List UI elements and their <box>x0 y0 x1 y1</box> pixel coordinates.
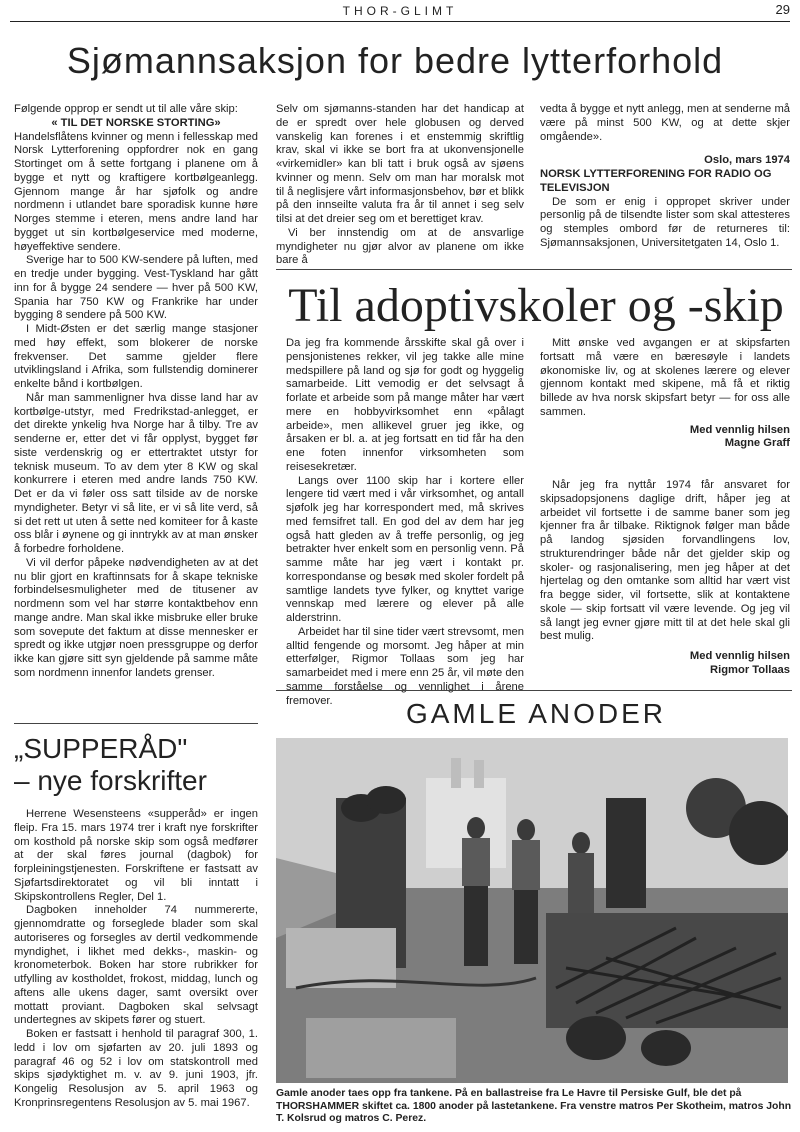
article1-paragraph: vedta å bygge et nytt anlegg, men at senderne må være på minst 500 KW, og at dette skjer omgående». <box>540 103 790 143</box>
article1-paragraph: I Midt-Østen er det særlig mange stasjoner med høy effekt, som blokerer de norske frekvenser. Det samme gjelder flere utviklingsland i Afrika, som fullstendig dominerer enkelte bånd i kortbølgen. <box>14 323 258 390</box>
article1-addressee: « TIL DET NORSKE STORTING» <box>51 116 221 129</box>
article2-paragraph: Mitt ønske ved avgangen er at skipsfarten fortsatt må være en bæresøyle i landets økonomiske liv, og at skolenes lærere og elever gjennom kontakt med skipene, må få et riktig billede av hva norsk skipsfart betyr — for oss alle sammen. <box>540 337 790 418</box>
article2-headline: Til adoptivskoler og -skip <box>288 279 784 332</box>
article2-column-1 <box>286 337 524 708</box>
deck-photo <box>276 738 788 1083</box>
page-header <box>0 0 800 24</box>
magazine-title: THOR-GLIMT <box>342 4 458 18</box>
article3-headline <box>14 733 207 797</box>
article2-signer: Rigmor Tollaas <box>710 663 790 676</box>
article2-greeting: Med vennlig hilsen <box>689 423 790 436</box>
article2-signer: Magne Graff <box>724 437 790 450</box>
article1-column-1 <box>14 103 258 681</box>
article1-paragraph: Sverige har to 500 KW-sendere på luften, med en tredje under bygging. Vest-Tyskland har gått inn for å bygge 24 sendere — hver på 500 KW, Spania har 750 KW og Frankrike har under bygging 8 sendere på 500 KW. <box>14 254 258 322</box>
article3-headline-line2: – nye forskrifter <box>14 765 207 796</box>
article1-paragraph: Handelsflåtens kvinner og menn i fellesskap med Norsk Lytterforening oppfordrer nok en gang Stortinget om å sette fortgang i planene om å bygge et nytt og kraftigere kortbølgeanlegg. Gjennom mange år har sjøfolk og andre nordmenn i utlandet bare sporadisk kunne høre Norges stemme i eteren, mens andre land har bygget ut sin kortbølgeservice med moderne, høyeffektive sendere. <box>14 130 258 253</box>
article2-paragraph: Langs over 1100 skip har i kortere eller lengere tid vært med i vår virksomhet, og antall sjøfolk jeg har korrespondert med, må skrives med femsifret tall. En god del av dem har jeg også hatt gleden av å treffe personlig, og jeg betrakter hver enkelt som en personlig venn. På samme måte har jeg vært i kontakt pr. korrespondanse og besøk med skoler fordelt på samtlige landets tyve fylker, og knyttet varige vennskap med lærere og elever på alle alderstrinn. <box>286 474 524 624</box>
article1-paragraph: Når man sammenligner hva disse land har av kortbølge-utstyr, med Fredrikstad-anlegget, er det direkte ynkelig hva Norge har å tilby. Tre av senderne er, etter det vi får opplyst, bygget før siste verdenskrig og er ettertraktet utstyr for teknisk museum. To av dem yter 8 KW og skal konkurrere i eteren med andre lands 750 KW. Det er da vi føler oss satt tilside av de norske myndigheter. Betyr vi så lite, er vi så lite verd, så si det rett ut uten å sette ned komiteer for å kaste oss blår i øynene og gi inntrykk av at man ønsker å forbedre forholdene. <box>14 391 258 555</box>
article3-paragraph: Boken er fastsatt i henhold til paragraf 300, 1. ledd i lov om sjøfarten av 20. juli 1893 og paragraf 46 og 52 i lov om statskontroll med skips sjødyktighet m. v. av 9. juni 1903, jfr. Kongelig Resolusjon av 5. april 1963 og Kronprinsregentens Resolusjon av 5. mai 1967. <box>14 1028 258 1109</box>
article1-column-3 <box>540 103 790 251</box>
article3-headline-line1: „SUPPERÅD" <box>14 733 188 764</box>
article1-note: De som er enig i oppropet skriver under personlig på de tilsendte lister som skal attesteres og stemples ombord før de returneres til: Sjømannsaksjonen, Universitetgaten 14, Oslo 1. <box>540 195 790 249</box>
article2-paragraph: Da jeg fra kommende årsskifte skal gå over i pensjonistenes rekker, vil jeg takke alle mine medspillere på land og sjø for godt og hyggelig samarbeide. Litt vemodig er det selvsagt å forlate et arbeide som på mange måter har vært mere en hobbyvirksomhet enn «pålagt arbeide», men allikevel gruer jeg ikke, og årsaken er bl. a. at jeg fortsatt en tid får ha den ene foten innenfor virksomheten som reisesekretær. <box>286 337 524 473</box>
section-divider <box>276 690 792 691</box>
deck-photo-illustration <box>276 738 788 1083</box>
article2-greeting: Med vennlig hilsen <box>689 650 790 662</box>
section-divider <box>276 269 792 270</box>
article4-headline: GAMLE ANODER <box>405 698 667 729</box>
article1-paragraph: Selv om sjømanns-standen har det handicap at de er spredt over hele globusen og derved vanskelig kan forenes i et enstemmig skriftlig krav, skal vi ikke se bort fra at ukonvensjonelle «virkemidler» kan bli tatt i bruk også av sjøens kvinner og menn. Selv om man har moralsk mot til å neglisjere vårt informasjonsbehov, bør et blikk på den innseilte valuta fra år til annet i seg selv tilsi at det dreier seg om et berettiget krav. <box>276 103 524 225</box>
article1-dateline: Oslo, mars 1974 <box>704 154 790 167</box>
article1-paragraph: Vi ber innstendig om at de ansvarlige myndigheter nu gjør alvor av planene om ikke bare å <box>276 226 524 267</box>
page-number: 29 <box>775 2 790 17</box>
header-rule <box>10 21 790 22</box>
article2-column-2 <box>540 337 790 678</box>
article1-headline: Sjømannsaksjon for bedre lytterforhold <box>66 40 724 81</box>
photo-caption: Gamle anoder taes opp fra tankene. På en ballastreise fra Le Havre til Persiske Gulf, ble det på THORSHAMMER skiftet ca. 1800 anoder på lastetankene. Fra venstre matros Per Skotheim, matros John T. Kolsrud og matros C. Perez. <box>276 1088 792 1124</box>
article1-signature: NORSK LYTTERFORENING FOR RADIO OG TELEVISJON <box>540 168 772 194</box>
article2-paragraph: Arbeidet har til sine tider vært strevsomt, men alltid fengende og morsomt. Jeg håper at min etterfølger, Rigmor Tollaas som jeg har samarbeidet med i mere enn 25 år, vil møte den samme forståelse og vennlighet i årene fremover. <box>286 625 524 707</box>
article3-paragraph: Dagboken inneholder 74 nummererte, gjennomdratte og forseglede blader som skal autoriseres og forsegles av dertil vedkommende myndighet, i likhet med dekks-, maskin- og kronometerbok. Boken har store rubrikker for utfylling av kostholdet, frokost, middag, lunch og aftens alle ukens dager, samt oversikt over mottatt proviant. Dagboken skal selvsagt undertegnes av skipets fører og stuert. <box>14 904 258 1027</box>
article3-body <box>14 808 258 1111</box>
article2-paragraph: Når jeg fra nyttår 1974 får ansvaret for skipsadopsjonens daglige drift, håper jeg at arbeidet vil fortsette i de samme baner som jeg kjenner fra år tilbake. Riktignok følger man både på landog sjøsiden forvandlingens lov, strukturendringer både når det gjelder skip og skoler- og rasjonalisering, men jeg håper at det hjertelag og den omtanke som alltid har vært vist fra begge sider, vil fortsette, slik at kontaktene skole — skip fortsatt vil være levende. Og jeg vil så langt jeg evner gjøre mitt til at det hele skal gli best mulig. <box>540 479 790 643</box>
article1-paragraph: Vi vil derfor påpeke nødvendigheten av at det nu blir gjort en kraftinnsats for å skape tekniske forbindelsesmuligheter med de titusener av nordmenn som vel har større kontaktbehov enn mange andre. Man skal ikke misbruke eller bruke som sovepute det faktum at disse mennesker er spredt og ikke utgjør noen pressgruppe og derfor ikke kan gjøre sitt syn gjeldende på samme måte som nordmenn innenfor landets grenser. <box>14 556 258 679</box>
section-divider <box>14 723 258 724</box>
article3-paragraph: Herrene Wesensteens «supperåd» er ingen fleip. Fra 15. mars 1974 trer i kraft nye forskrifter om kosthold på norske skip som også medfører at der skal føres journal (dagbok) for forpleiningstjenesten. Forskriftene er fastsatt av Sjøfartsdirektoratet og vil bli inntatt i Skipskontrollens Regler, Del 1. <box>14 808 258 903</box>
article1-intro: Følgende opprop er sendt ut til alle våre skip: <box>14 103 238 115</box>
article1-column-2 <box>276 103 524 268</box>
